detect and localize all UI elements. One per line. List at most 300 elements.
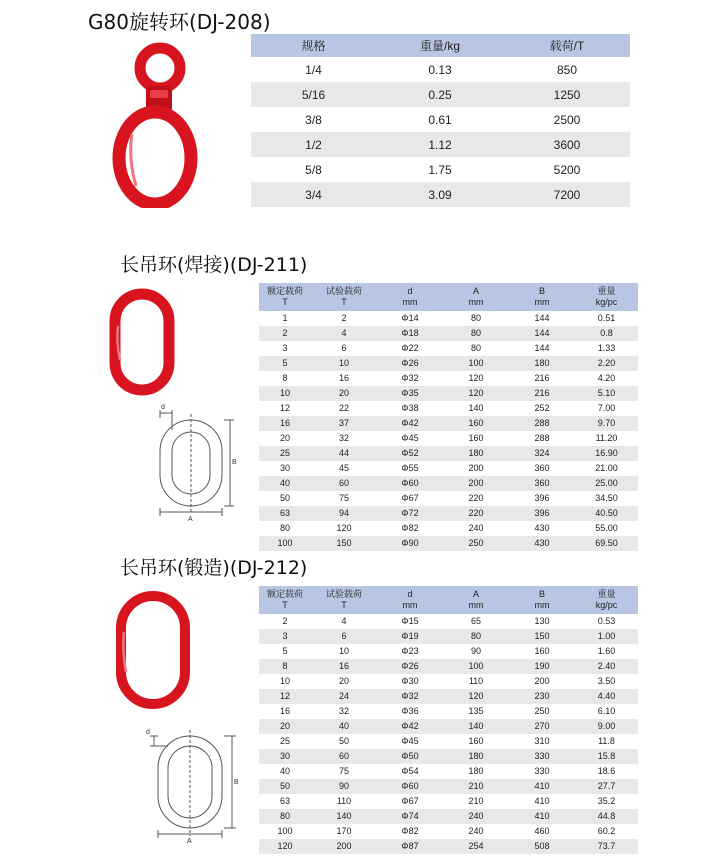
column-header xyxy=(443,283,509,311)
table-cell: 216 xyxy=(509,371,575,386)
table-cell: 60.2 xyxy=(575,824,638,839)
table-cell: Φ15 xyxy=(377,614,443,629)
table-cell: 360 xyxy=(509,461,575,476)
table-cell: 5.10 xyxy=(575,386,638,401)
table-cell: Φ45 xyxy=(377,734,443,749)
table-cell: 180 xyxy=(443,749,509,764)
table-cell: Φ26 xyxy=(377,659,443,674)
column-header-unit: T xyxy=(282,600,288,610)
table-cell: 140 xyxy=(311,809,377,824)
table-cell: 430 xyxy=(509,536,575,551)
table-cell: 3600 xyxy=(504,132,630,157)
table-cell: 3.09 xyxy=(376,182,504,207)
table-cell: 144 xyxy=(509,311,575,326)
table-cell: 1250 xyxy=(504,82,630,107)
column-header-label: 重量 xyxy=(597,286,616,296)
table-cell: 11.20 xyxy=(575,431,638,446)
column-header xyxy=(311,586,377,614)
table-cell: 200 xyxy=(443,476,509,491)
table-cell: 80 xyxy=(443,326,509,341)
column-header xyxy=(259,283,311,311)
swivel-ring-image xyxy=(100,38,210,208)
column-header-label: 重量 xyxy=(597,589,616,599)
column-header-label: d xyxy=(407,589,413,599)
table-cell: 10 xyxy=(259,674,311,689)
table-cell: 12 xyxy=(259,401,311,416)
table-cell: 16 xyxy=(311,659,377,674)
table-cell: Φ67 xyxy=(377,794,443,809)
table-cell: 150 xyxy=(311,536,377,551)
table-cell: 40.50 xyxy=(575,506,638,521)
table-cell: 6.10 xyxy=(575,704,638,719)
table-cell: 25 xyxy=(259,446,311,461)
table-cell: 100 xyxy=(259,536,311,551)
table-cell: 100 xyxy=(443,356,509,371)
table-cell: 20 xyxy=(259,431,311,446)
table-cell: 6 xyxy=(311,629,377,644)
table-cell: 160 xyxy=(443,416,509,431)
table-cell: 250 xyxy=(509,704,575,719)
table-cell: 330 xyxy=(509,764,575,779)
table-cell: 1/2 xyxy=(251,132,376,157)
table-cell: 190 xyxy=(509,659,575,674)
table-cell: 15.8 xyxy=(575,749,638,764)
table-cell: 16.90 xyxy=(575,446,638,461)
table-row xyxy=(251,57,630,82)
column-header-label: 额定载荷 xyxy=(266,589,303,599)
table-cell: Φ38 xyxy=(377,401,443,416)
table-cell: 80 xyxy=(443,629,509,644)
table-cell: 2.20 xyxy=(575,356,638,371)
table-cell: 410 xyxy=(509,794,575,809)
table-cell: Φ55 xyxy=(377,461,443,476)
table-row xyxy=(259,311,638,326)
table-cell: 360 xyxy=(509,476,575,491)
column-header xyxy=(259,586,311,614)
table-cell: 220 xyxy=(443,491,509,506)
table-cell: 2500 xyxy=(504,107,630,132)
table-cell: Φ30 xyxy=(377,674,443,689)
table-cell: 9.70 xyxy=(575,416,638,431)
table-cell: Φ50 xyxy=(377,749,443,764)
table-cell: 9.00 xyxy=(575,719,638,734)
table-cell: 0.25 xyxy=(376,82,504,107)
column-header xyxy=(509,283,575,311)
table-row xyxy=(251,182,630,207)
table-cell: 160 xyxy=(443,431,509,446)
table-cell: 100 xyxy=(443,659,509,674)
table-row xyxy=(259,446,638,461)
table-cell: 16 xyxy=(259,704,311,719)
table-cell: 2 xyxy=(259,326,311,341)
table-cell: 160 xyxy=(509,644,575,659)
column-header-unit: mm xyxy=(468,600,484,610)
table-cell: 180 xyxy=(443,764,509,779)
table-cell: 1.33 xyxy=(575,341,638,356)
table-cell: Φ22 xyxy=(377,341,443,356)
table-cell: 5/16 xyxy=(251,82,376,107)
table-cell: 1/4 xyxy=(251,57,376,82)
table-cell: 80 xyxy=(443,341,509,356)
column-header-unit: T xyxy=(282,297,288,307)
table-cell: 75 xyxy=(311,764,377,779)
table-cell: 288 xyxy=(509,431,575,446)
forged-master-link-image xyxy=(112,588,194,712)
table-cell: 25.00 xyxy=(575,476,638,491)
welded-master-link-image xyxy=(106,286,178,398)
table-cell: Φ32 xyxy=(377,371,443,386)
table-cell: 254 xyxy=(443,839,509,854)
table-cell: 144 xyxy=(509,326,575,341)
table-cell: Φ82 xyxy=(377,824,443,839)
table-cell: Φ67 xyxy=(377,491,443,506)
table-cell: 120 xyxy=(443,371,509,386)
table-cell: Φ42 xyxy=(377,719,443,734)
table-row xyxy=(259,401,638,416)
column-header xyxy=(377,283,443,311)
table-cell: 130 xyxy=(509,614,575,629)
table-row xyxy=(251,82,630,107)
table-cell: 200 xyxy=(311,839,377,854)
table-cell: 27.7 xyxy=(575,779,638,794)
table-cell: 396 xyxy=(509,491,575,506)
table-cell: 140 xyxy=(443,719,509,734)
table-row xyxy=(259,326,638,341)
table-row xyxy=(259,431,638,446)
table-row xyxy=(259,491,638,506)
table-cell: Φ26 xyxy=(377,356,443,371)
table-cell: Φ60 xyxy=(377,476,443,491)
specs-table-dj212 xyxy=(259,586,638,854)
table-row xyxy=(259,674,638,689)
table-row xyxy=(259,644,638,659)
column-header: 规格 xyxy=(251,34,376,57)
table-cell: 110 xyxy=(311,794,377,809)
table-cell: 37 xyxy=(311,416,377,431)
table-cell: 35.2 xyxy=(575,794,638,809)
table-cell: Φ60 xyxy=(377,779,443,794)
table-cell: 4 xyxy=(311,326,377,341)
section-title-dj211: 长吊环(焊接)(DJ-211) xyxy=(120,254,308,276)
table-cell: 170 xyxy=(311,824,377,839)
table-cell: 120 xyxy=(259,839,311,854)
table-cell: 80 xyxy=(259,521,311,536)
table-cell: 24 xyxy=(311,689,377,704)
table-cell: 50 xyxy=(259,491,311,506)
table-cell: 34.50 xyxy=(575,491,638,506)
column-header xyxy=(575,283,638,311)
table-cell: 7.00 xyxy=(575,401,638,416)
table-cell: 55.00 xyxy=(575,521,638,536)
table-cell: 210 xyxy=(443,794,509,809)
table-cell: 0.51 xyxy=(575,311,638,326)
table-cell: 230 xyxy=(509,689,575,704)
table-row xyxy=(259,749,638,764)
table-cell: 3/4 xyxy=(251,182,376,207)
table-row xyxy=(259,794,638,809)
table-cell: 12 xyxy=(259,689,311,704)
table-cell: 160 xyxy=(443,734,509,749)
column-header-label: 额定载荷 xyxy=(266,286,303,296)
table-row xyxy=(251,107,630,132)
table-cell: 20 xyxy=(311,386,377,401)
table-cell: 63 xyxy=(259,794,311,809)
table-cell: Φ42 xyxy=(377,416,443,431)
table-cell: 75 xyxy=(311,491,377,506)
table-cell: 44.8 xyxy=(575,809,638,824)
table-row xyxy=(259,356,638,371)
table-row xyxy=(259,779,638,794)
table-cell: 11.8 xyxy=(575,734,638,749)
table-cell: 1.12 xyxy=(376,132,504,157)
dimension-label-b: B xyxy=(234,779,239,786)
table-cell: 4 xyxy=(311,614,377,629)
table-cell: 0.13 xyxy=(376,57,504,82)
column-header-label: 试验载荷 xyxy=(325,589,362,599)
table-cell: 45 xyxy=(311,461,377,476)
table-row xyxy=(259,824,638,839)
table-row xyxy=(259,506,638,521)
table-cell: 5200 xyxy=(504,157,630,182)
table-cell: 32 xyxy=(311,431,377,446)
table-cell: 250 xyxy=(443,536,509,551)
table-cell: 210 xyxy=(443,779,509,794)
column-header-label: A xyxy=(472,589,479,599)
dimension-label-a: A xyxy=(187,838,192,844)
table-cell: 3.50 xyxy=(575,674,638,689)
table-cell: 40 xyxy=(311,719,377,734)
table-cell: 410 xyxy=(509,779,575,794)
table-row xyxy=(259,536,638,551)
column-header xyxy=(377,586,443,614)
table-cell: 4.40 xyxy=(575,689,638,704)
column-header-unit: mm xyxy=(534,297,550,307)
table-cell: 6 xyxy=(311,341,377,356)
table-cell: 180 xyxy=(509,356,575,371)
table-cell: Φ36 xyxy=(377,704,443,719)
table-row xyxy=(259,461,638,476)
table-cell: 20 xyxy=(311,674,377,689)
table-cell: 2 xyxy=(311,311,377,326)
table-cell: 1.60 xyxy=(575,644,638,659)
table-cell: 10 xyxy=(311,356,377,371)
table-cell: 508 xyxy=(509,839,575,854)
table-cell: 8 xyxy=(259,659,311,674)
table-cell: 30 xyxy=(259,461,311,476)
table-cell: 310 xyxy=(509,734,575,749)
column-header-unit: mm xyxy=(402,297,418,307)
table-cell: 65 xyxy=(443,614,509,629)
column-header-unit: kg/pc xyxy=(595,297,618,307)
table-cell: 90 xyxy=(443,644,509,659)
table-cell: Φ45 xyxy=(377,431,443,446)
table-cell: 220 xyxy=(443,506,509,521)
table-row xyxy=(259,659,638,674)
table-row xyxy=(259,839,638,854)
column-header xyxy=(575,586,638,614)
table-cell: 430 xyxy=(509,521,575,536)
table-cell: 69.50 xyxy=(575,536,638,551)
dimension-label-d: d xyxy=(146,729,150,736)
welded-link-dimension-drawing xyxy=(150,404,245,522)
table-cell: 324 xyxy=(509,446,575,461)
table-row xyxy=(251,132,630,157)
table-cell: 2 xyxy=(259,614,311,629)
table-cell: 18.6 xyxy=(575,764,638,779)
table-cell: 850 xyxy=(504,57,630,82)
column-header: 载荷/T xyxy=(504,34,630,57)
column-header: 重量/kg xyxy=(376,34,504,57)
column-header-unit: mm xyxy=(534,600,550,610)
column-header-unit: T xyxy=(341,297,347,307)
table-row xyxy=(259,476,638,491)
table-cell: 32 xyxy=(311,704,377,719)
table-cell: 410 xyxy=(509,809,575,824)
table-cell: Φ23 xyxy=(377,644,443,659)
table-cell: 22 xyxy=(311,401,377,416)
table-cell: 240 xyxy=(443,521,509,536)
column-header-unit: kg/pc xyxy=(595,600,618,610)
table-cell: 1.00 xyxy=(575,629,638,644)
table-row xyxy=(259,386,638,401)
dimension-label-d: d xyxy=(161,404,165,411)
table-cell: 110 xyxy=(443,674,509,689)
table-cell: 5 xyxy=(259,644,311,659)
table-cell: 1 xyxy=(259,311,311,326)
table-cell: Φ19 xyxy=(377,629,443,644)
table-cell: 216 xyxy=(509,386,575,401)
table-cell: 120 xyxy=(443,386,509,401)
table-cell: 200 xyxy=(443,461,509,476)
table-cell: 7200 xyxy=(504,182,630,207)
table-cell: 100 xyxy=(259,824,311,839)
table-row xyxy=(259,416,638,431)
table-cell: 4.20 xyxy=(575,371,638,386)
table-cell: 20 xyxy=(259,719,311,734)
table-row xyxy=(259,371,638,386)
table-row xyxy=(259,629,638,644)
table-cell: Φ14 xyxy=(377,311,443,326)
table-cell: 140 xyxy=(443,401,509,416)
column-header-unit: T xyxy=(341,600,347,610)
table-cell: 120 xyxy=(443,689,509,704)
table-row xyxy=(259,341,638,356)
table-cell: Φ87 xyxy=(377,839,443,854)
specs-table-dj208 xyxy=(251,34,630,207)
table-row xyxy=(259,614,638,629)
table-cell: 44 xyxy=(311,446,377,461)
table-cell: 60 xyxy=(311,476,377,491)
column-header-label: d xyxy=(407,286,413,296)
table-cell: Φ90 xyxy=(377,536,443,551)
table-cell: 3 xyxy=(259,341,311,356)
table-cell: 240 xyxy=(443,824,509,839)
table-cell: 0.53 xyxy=(575,614,638,629)
table-cell: 40 xyxy=(259,476,311,491)
table-cell: 16 xyxy=(311,371,377,386)
table-cell: 94 xyxy=(311,506,377,521)
column-header-label: 试验载荷 xyxy=(325,286,362,296)
table-cell: Φ32 xyxy=(377,689,443,704)
dimension-label-b: B xyxy=(232,459,237,466)
dimension-label-a: A xyxy=(188,516,193,522)
table-cell: 135 xyxy=(443,704,509,719)
table-cell: Φ35 xyxy=(377,386,443,401)
table-cell: 30 xyxy=(259,749,311,764)
table-row xyxy=(259,719,638,734)
table-cell: 60 xyxy=(311,749,377,764)
table-cell: 240 xyxy=(443,809,509,824)
table-row xyxy=(259,689,638,704)
table-row xyxy=(259,809,638,824)
table-cell: 3/8 xyxy=(251,107,376,132)
table-cell: 8 xyxy=(259,371,311,386)
table-cell: 50 xyxy=(259,779,311,794)
table-cell: Φ18 xyxy=(377,326,443,341)
table-cell: 10 xyxy=(259,386,311,401)
specs-table-dj211 xyxy=(259,283,638,551)
table-cell: 0.8 xyxy=(575,326,638,341)
table-row xyxy=(259,704,638,719)
column-header xyxy=(311,283,377,311)
table-cell: 80 xyxy=(443,311,509,326)
table-cell: 330 xyxy=(509,749,575,764)
section-title-dj208: G80旋转环(DJ-208) xyxy=(88,10,271,34)
table-cell: 25 xyxy=(259,734,311,749)
column-header-unit: mm xyxy=(468,297,484,307)
table-cell: 5 xyxy=(259,356,311,371)
section-title-dj212: 长吊环(锻造)(DJ-212) xyxy=(120,557,308,579)
table-cell: 3 xyxy=(259,629,311,644)
table-cell: 200 xyxy=(509,674,575,689)
table-cell: 50 xyxy=(311,734,377,749)
table-cell: 2.40 xyxy=(575,659,638,674)
column-header-label: A xyxy=(472,286,479,296)
table-cell: 120 xyxy=(311,521,377,536)
table-cell: 180 xyxy=(443,446,509,461)
table-cell: 40 xyxy=(259,764,311,779)
table-cell: 16 xyxy=(259,416,311,431)
table-cell: 150 xyxy=(509,629,575,644)
table-cell: 252 xyxy=(509,401,575,416)
table-row xyxy=(259,521,638,536)
table-cell: 1.75 xyxy=(376,157,504,182)
table-cell: 80 xyxy=(259,809,311,824)
table-cell: 21.00 xyxy=(575,461,638,476)
table-cell: 73.7 xyxy=(575,839,638,854)
column-header xyxy=(443,586,509,614)
table-cell: Φ52 xyxy=(377,446,443,461)
column-header-unit: mm xyxy=(402,600,418,610)
table-cell: 396 xyxy=(509,506,575,521)
table-row xyxy=(259,764,638,779)
table-cell: Φ54 xyxy=(377,764,443,779)
table-cell: 144 xyxy=(509,341,575,356)
table-cell: 460 xyxy=(509,824,575,839)
table-cell: 5/8 xyxy=(251,157,376,182)
table-cell: 288 xyxy=(509,416,575,431)
table-cell: 90 xyxy=(311,779,377,794)
table-cell: 0.61 xyxy=(376,107,504,132)
column-header xyxy=(509,586,575,614)
column-header-label: B xyxy=(538,286,545,296)
forged-link-dimension-drawing xyxy=(146,722,246,844)
table-cell: Φ82 xyxy=(377,521,443,536)
column-header-label: B xyxy=(538,589,545,599)
table-cell: 270 xyxy=(509,719,575,734)
table-cell: Φ72 xyxy=(377,506,443,521)
table-cell: Φ74 xyxy=(377,809,443,824)
